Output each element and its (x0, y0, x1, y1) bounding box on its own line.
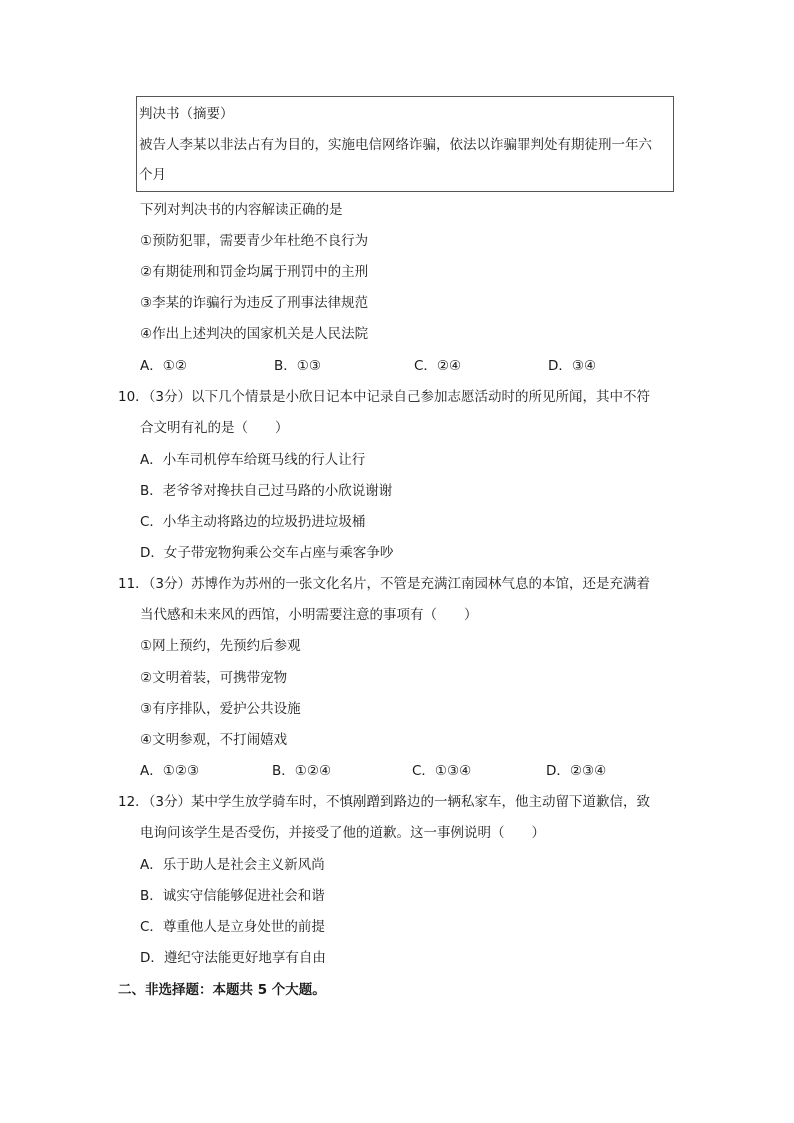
q11-option-b[interactable]: B．①②④ (272, 763, 332, 779)
q12-option-a[interactable]: A．乐于助人是社会主义新风尚 (140, 857, 325, 873)
judgment-title: 判决书（摘要） (139, 106, 234, 122)
q11-item-2: ②文明着装，可携带宠物 (140, 670, 288, 686)
q9-option-d[interactable]: D．③④ (548, 358, 597, 374)
q11-item-4: ④文明参观，不打闹嬉戏 (140, 732, 288, 748)
q10-option-c[interactable]: C．小华主动将路边的垃圾扔进垃圾桶 (140, 514, 366, 530)
q9-option-a[interactable]: A．①② (140, 358, 187, 374)
q12-option-c[interactable]: C．尊重他人是立身处世的前提 (140, 919, 325, 935)
q11-item-3: ③有序排队，爱护公共设施 (140, 701, 301, 717)
q9-option-c[interactable]: C．②④ (414, 358, 462, 374)
q10-stem-line-2: 合文明有礼的是（ ） (140, 420, 289, 436)
q12-option-b[interactable]: B．诚实守信能够促进社会和谐 (140, 888, 325, 904)
q9-item-1: ①预防犯罪，需要青少年杜绝不良行为 (140, 233, 369, 249)
q9-stem: 下列对判决书的内容解读正确的是 (140, 202, 343, 218)
q9-option-b[interactable]: B．①③ (274, 358, 321, 374)
q9-item-2: ②有期徒刑和罚金均属于刑罚中的主刑 (140, 264, 369, 280)
q10-option-d[interactable]: D．女子带宠物狗乘公交车占座与乘客争吵 (140, 545, 394, 561)
judgment-text-line-1: 被告人李某以非法占有为目的，实施电信网络诈骗，依法以诈骗罪判处有期徒刑一年六 (139, 137, 652, 153)
section-2-heading: 二、非选择题：本题共 5 个大题。 (118, 982, 326, 998)
judgment-excerpt-box (136, 96, 674, 192)
judgment-text-line-2: 个月 (139, 167, 166, 183)
q12-stem-line-1: 12．（3分）某中学生放学骑车时，不慎剐蹭到路边的一辆私家车，他主动留下道歉信，致 (118, 794, 651, 810)
q12-stem-line-2: 电询问该学生是否受伤，并接受了他的道歉。这一事例说明（ ） (140, 825, 545, 841)
q11-option-c[interactable]: C．①③④ (412, 763, 472, 779)
q11-stem-line-2: 当代感和未来风的西馆，小明需要注意的事项有（ ） (140, 607, 478, 623)
q9-item-4: ④作出上述判决的国家机关是人民法院 (140, 326, 369, 342)
q11-option-d[interactable]: D．②③④ (546, 763, 607, 779)
q10-option-a[interactable]: A．小车司机停车给斑马线的行人让行 (140, 452, 366, 468)
q12-option-d[interactable]: D．遵纪守法能更好地享有自由 (140, 950, 326, 966)
q11-option-a[interactable]: A．①②③ (140, 763, 200, 779)
q10-stem-line-1: 10．（3分）以下几个情景是小欣日记本中记录自己参加志愿活动时的所见所闻，其中不符 (118, 389, 651, 405)
q11-stem-line-1: 11．（3分）苏博作为苏州的一张文化名片，不管是充满江南园林气息的本馆，还是充满着 (118, 576, 651, 592)
q10-option-b[interactable]: B．老爷爷对搀扶自己过马路的小欣说谢谢 (140, 483, 393, 499)
q9-item-3: ③李某的诈骗行为违反了刑事法律规范 (140, 295, 369, 311)
q11-item-1: ①网上预约，先预约后参观 (140, 638, 301, 654)
